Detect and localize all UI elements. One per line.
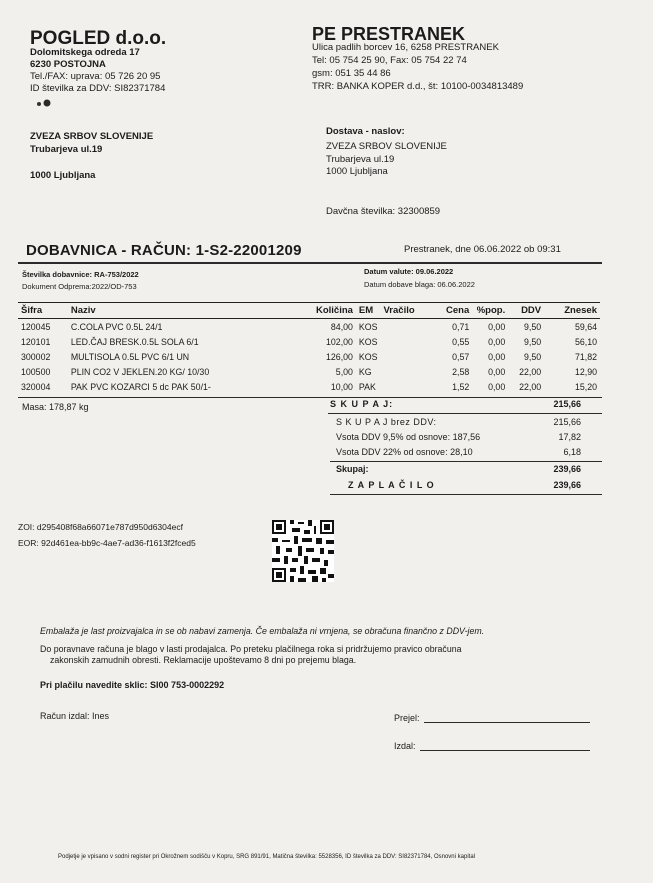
received-label: Prejel: bbox=[394, 713, 420, 723]
qr-code bbox=[272, 520, 334, 582]
issued-by: Račun izdal: Ines bbox=[40, 711, 110, 721]
legal-footer: Podjetje je vpisano v sodni register pri Okrožnem sodišču v Kopru, SRG 891/91, Matična številka: 5528356, ID številka za DDV: SI82371784, Osnovni kapital bbox=[58, 854, 475, 860]
delivery-name: ZVEZA SRBOV SLOVENIJE bbox=[326, 141, 447, 152]
branch-trr: TRR: BANKA KOPER d.d., št: 10100-0034813489 bbox=[312, 81, 524, 92]
ownership-note-line-2: zakonskih zamudnih obresti. Reklamacije upoštevamo 8 dni po prejemu blaga. bbox=[50, 655, 357, 665]
cell-return bbox=[381, 334, 427, 349]
col-header-unit: EM bbox=[356, 303, 381, 319]
cell-vat: 9,50 bbox=[524, 351, 542, 362]
cell-return bbox=[381, 319, 427, 335]
cell-quantity: 5,00 bbox=[335, 366, 353, 377]
grand-total-label: Skupaj: bbox=[336, 464, 369, 474]
cell-amount: 15,20 bbox=[574, 381, 597, 392]
cell-code: 300002 bbox=[21, 351, 51, 362]
cell-price: 2,58 bbox=[452, 366, 470, 377]
cell-name: PAK PVC KOZARCI 5 dc PAK 50/1- bbox=[70, 381, 211, 392]
fiscal-zoi: ZOI: d295408f68a66071e787d950d6304ecf bbox=[18, 522, 183, 532]
goods-delivery-date: Datum dobave blaga: 06.06.2022 bbox=[364, 280, 475, 289]
ownership-note-line-1: Do poravnave računa je blago v lasti prodajalca. Po preteku plačilnega roka si pridržujemo pravico obračuna bbox=[40, 644, 462, 654]
items-table bbox=[18, 302, 600, 394]
cell-code: 320004 bbox=[21, 381, 51, 392]
cell-quantity: 126,00 bbox=[326, 351, 353, 362]
document-title: DOBAVNICA - RAČUN: 1-S2-22001209 bbox=[26, 242, 302, 259]
subtotal-label: S K U P A J: bbox=[330, 399, 394, 409]
vat-22-value: 6,18 bbox=[563, 447, 581, 457]
received-signature-line bbox=[424, 722, 590, 723]
seller-name: POGLED d.o.o. bbox=[30, 28, 167, 49]
table-row bbox=[18, 364, 600, 379]
cell-price: 1,52 bbox=[452, 381, 470, 392]
grand-total-value: 239,66 bbox=[553, 464, 581, 474]
delivery-city: 1000 Ljubljana bbox=[326, 166, 388, 177]
ink-smudge bbox=[36, 95, 56, 105]
col-header-quantity: Količina bbox=[292, 303, 356, 319]
cell-return bbox=[381, 349, 427, 364]
seller-street: Dolomitskega odreda 17 bbox=[30, 47, 140, 58]
header-rule bbox=[18, 262, 602, 264]
cell-amount: 59,64 bbox=[574, 321, 597, 332]
total-rule bbox=[330, 461, 602, 462]
customer-city: 1000 Ljubljana bbox=[30, 170, 96, 181]
packaging-note: Embalaža je last proizvajalca in se ob nabavi zamenja. Če embalaža ni vrnjena, se obračuna finančno z DDV-jem. bbox=[40, 626, 485, 636]
cell-amount: 12,90 bbox=[574, 366, 597, 377]
cell-code: 100500 bbox=[21, 366, 51, 377]
cell-name: C.COLA PVC 0.5L 24/1 bbox=[70, 321, 163, 332]
table-row bbox=[18, 334, 600, 349]
fiscal-eor: EOR: 92d461ea-bb9c-4ae7-ad36-f1613f2fced5 bbox=[18, 538, 196, 548]
delivery-note-no: Številka dobavnice: RA-753/2022 bbox=[22, 270, 139, 279]
order-document: Dokument Odprema:2022/OD-753 bbox=[22, 282, 137, 291]
cell-quantity: 84,00 bbox=[330, 321, 353, 332]
table-row bbox=[18, 379, 600, 394]
subtotal-rule bbox=[328, 413, 602, 414]
payment-reference: Pri plačilu navedite sklic: SI00 753-0002292 bbox=[40, 680, 225, 690]
col-header-vat: DDV bbox=[508, 303, 544, 319]
cell-return bbox=[381, 364, 427, 379]
cell-name: PLIN CO2 V JEKLEN.20 KG/ 10/30 bbox=[70, 366, 210, 377]
net-total-value: 215,66 bbox=[553, 417, 581, 427]
value-date: Datum valute: 09.06.2022 bbox=[364, 267, 454, 276]
vat-95-value: 17,82 bbox=[558, 432, 581, 442]
cell-vat: 9,50 bbox=[524, 336, 542, 347]
cell-discount: 0,00 bbox=[488, 321, 506, 332]
col-header-name: Naziv bbox=[68, 303, 292, 319]
amount-due-rule bbox=[330, 494, 602, 495]
table-header-row bbox=[18, 303, 600, 319]
col-header-price: Cena bbox=[426, 303, 472, 319]
cell-vat: 22,00 bbox=[519, 366, 542, 377]
cell-unit: KOS bbox=[358, 351, 378, 362]
seller-vat-id: ID številka za DDV: SI82371784 bbox=[30, 83, 166, 94]
seller-city: 6230 POSTOJNA bbox=[30, 59, 106, 70]
cell-quantity: 10,00 bbox=[330, 381, 353, 392]
cell-return bbox=[381, 379, 427, 394]
seller-tel: Tel./FAX: uprava: 05 726 20 95 bbox=[30, 71, 161, 82]
cell-name: MULTISOLA 0.5L PVC 6/1 UN bbox=[70, 351, 190, 362]
cell-discount: 0,00 bbox=[488, 351, 506, 362]
cell-discount: 0,00 bbox=[488, 381, 506, 392]
table-bottom-rule bbox=[18, 397, 602, 398]
subtotal-value: 215,66 bbox=[553, 399, 581, 409]
col-header-amount: Znesek bbox=[544, 303, 600, 319]
cell-amount: 56,10 bbox=[574, 336, 597, 347]
cell-discount: 0,00 bbox=[488, 336, 506, 347]
col-header-code: Šifra bbox=[18, 303, 68, 319]
vat-95-label: Vsota DDV 9,5% od osnove: 187,56 bbox=[336, 432, 481, 442]
issued-label: Izdal: bbox=[394, 741, 416, 751]
cell-price: 0,55 bbox=[452, 336, 470, 347]
customer-name: ZVEZA SRBOV SLOVENIJE bbox=[30, 131, 154, 142]
cell-unit: KOS bbox=[358, 321, 378, 332]
amount-due-value: 239,66 bbox=[553, 480, 581, 490]
table-row bbox=[18, 319, 600, 335]
branch-tel: Tel: 05 754 25 90, Fax: 05 754 22 74 bbox=[312, 55, 467, 66]
total-mass: Masa: 178,87 kg bbox=[22, 402, 89, 412]
vat-22-label: Vsota DDV 22% od osnove: 28,10 bbox=[336, 447, 473, 457]
table-row bbox=[18, 349, 600, 364]
cell-quantity: 102,00 bbox=[326, 336, 353, 347]
cell-vat: 9,50 bbox=[524, 321, 542, 332]
cell-code: 120045 bbox=[21, 321, 51, 332]
issued-signature-line bbox=[420, 750, 590, 751]
net-total-label: S K U P A J brez DDV: bbox=[336, 417, 437, 427]
cell-unit: PAK bbox=[358, 381, 376, 392]
cell-vat: 22,00 bbox=[519, 381, 542, 392]
cell-price: 0,57 bbox=[452, 351, 470, 362]
cell-price: 0,71 bbox=[452, 321, 470, 332]
customer-street: Trubarjeva ul.19 bbox=[30, 144, 103, 155]
cell-code: 120101 bbox=[21, 336, 51, 347]
branch-name: PE PRESTRANEK bbox=[312, 24, 466, 44]
branch-gsm: gsm: 051 35 44 86 bbox=[312, 68, 391, 79]
col-header-return: Vračilo bbox=[381, 303, 427, 319]
document-place-date: Prestranek, dne 06.06.2022 ob 09:31 bbox=[404, 244, 561, 255]
cell-discount: 0,00 bbox=[488, 366, 506, 377]
col-header-discount: %pop. bbox=[472, 303, 508, 319]
cell-unit: KG bbox=[358, 366, 372, 377]
delivery-label: Dostava - naslov: bbox=[326, 126, 405, 137]
branch-address: Ulica padlih borcev 16, 6258 PRESTRANEK bbox=[312, 42, 499, 53]
cell-amount: 71,82 bbox=[574, 351, 597, 362]
cell-name: LED.ČAJ BRESK.0.5L SOLA 6/1 bbox=[70, 336, 199, 347]
amount-due-label: Z A P L A Č I L O bbox=[348, 480, 435, 490]
delivery-street: Trubarjeva ul.19 bbox=[326, 154, 395, 165]
delivery-tax-no: Davčna številka: 32300859 bbox=[326, 206, 441, 217]
cell-unit: KOS bbox=[358, 336, 378, 347]
